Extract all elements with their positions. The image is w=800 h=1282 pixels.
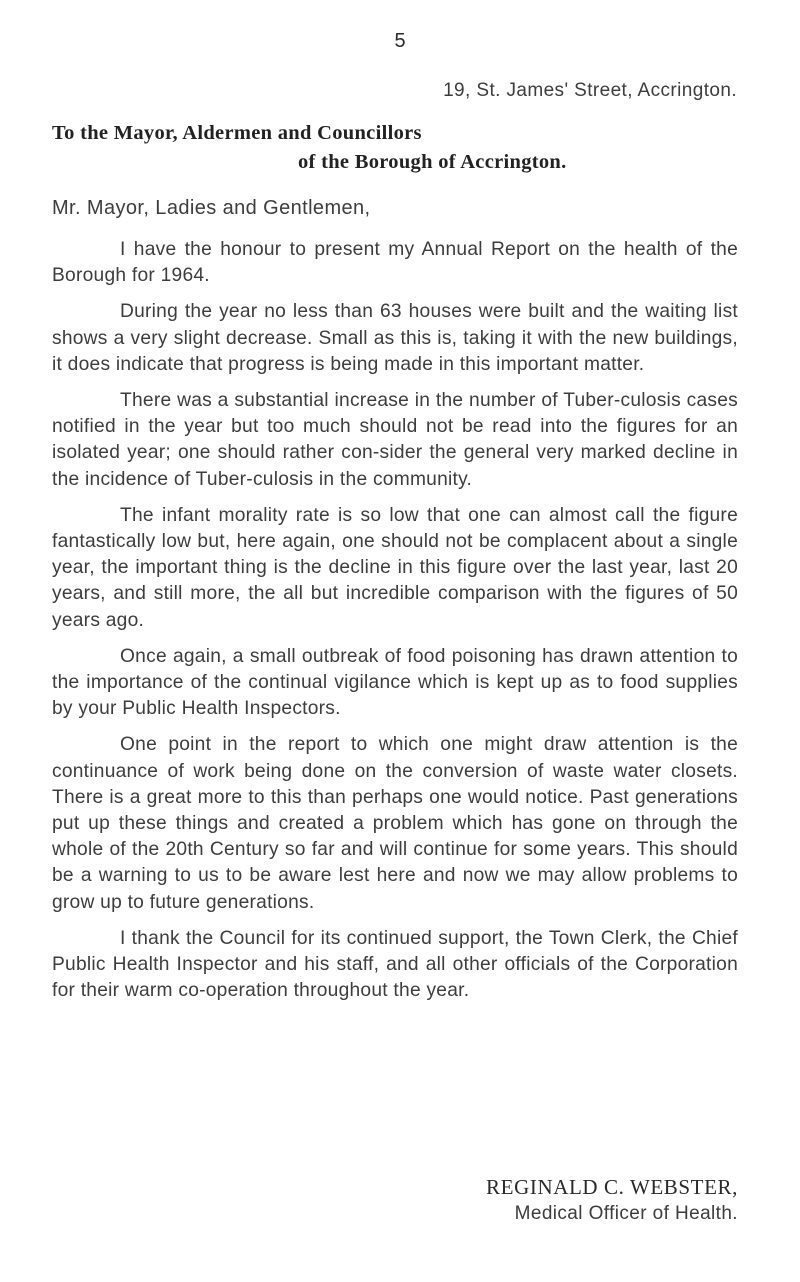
page-number: 5: [394, 30, 406, 52]
paragraph: During the year no less than 63 houses were built and the waiting list shows a very slight decrease. Small as this is, taking it with the new buildings, it does indicate that progress is being made in this important matter.: [52, 301, 738, 375]
signature-block: [486, 1173, 738, 1227]
addressee-line-2: of the Borough of Accrington.: [298, 151, 567, 173]
paragraph: Once again, a small outbreak of food poisoning has drawn attention to the importance of the continual vigilance which is kept up as to food supplies by your Public Health Inspectors.: [52, 645, 738, 720]
signatory-title: Medical Officer of Health.: [514, 1203, 738, 1224]
paragraph: The infant morality rate is so low that one can almost call the figure fantastically low but, here again, one should not be complacent about a single year, the important thing is the decline in this figure over the last year, last 20 years, and still more, the all but incredible comparison with the figures of 50 years ago.: [52, 504, 738, 631]
signatory-name: REGINALD C. WEBSTER,: [486, 1175, 738, 1199]
addressee-line-1: To the Mayor, Aldermen and Councillors: [52, 122, 422, 144]
sender-address: 19, St. James' Street, Accrington.: [443, 80, 737, 101]
paragraph: One point in the report to which one might draw attention is the continuance of work being done on the conversion of waste water closets. There is a great more to this than perhaps one would notice. Past generations put up these things and created a problem which has gone on through the whole of the 20th Century so far and will continue for some years. This should be a warning to us to be aware lest here and now we may allow problems to grow up to future generations.: [52, 734, 738, 913]
salutation: Mr. Mayor, Ladies and Gentlemen,: [52, 197, 371, 219]
paragraph: I have the honour to present my Annual Report on the health of the Borough for 1964.: [52, 239, 738, 287]
paragraph: There was a substantial increase in the number of Tuber-culosis cases notified in the year but too much should not be read into the figures for an isolated year; one should rather con-sider the general very marked decline in the incidence of Tuber-culosis in the community.: [52, 390, 738, 490]
letter-body: [52, 237, 738, 1014]
paragraph: I thank the Council for its continued support, the Town Clerk, the Chief Public Health Inspector and his staff, and all other officials of the Corporation for their warm co-operation throughout the year.: [52, 927, 738, 1002]
